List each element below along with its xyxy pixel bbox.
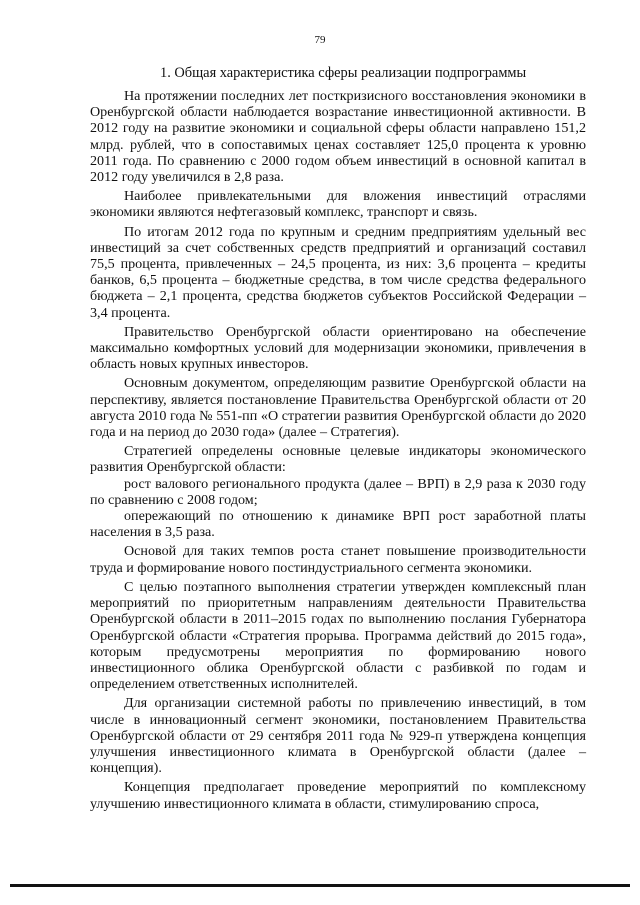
page-number: 79 — [314, 34, 326, 46]
paragraph-investment-concept: Для организации системной работы по привлечению инвестиций, в том числе в инновационный сегмент экономики, постановлением Правительства Оренбургской области от 29 сентября 2011 года № 929-п утверждена концепция улучшения инвестиционного климата в Оренбургской области (далее – концепция). — [90, 695, 586, 777]
paragraph-productivity: Основой для таких темпов роста станет повышение производительности труда и формирование нового постиндустриального сегмента экономики. — [90, 543, 586, 576]
paragraph-investment-activity: На протяжении последних лет посткризисного восстановления экономики в Оренбургской области наблюдается возрастание инвестиционной активности. В 2012 году на развитие экономики и социальной сферы области направлено 151,2 млрд. рублей, что в сопоставимых ценах составляет 125,0 процента к уровню 2011 года. По сравнению с 2000 годом объем инвестиций в основной капитал в 2012 году увеличился в 2,8 раза. — [90, 88, 586, 186]
paragraph-grp-growth: рост валового регионального продукта (далее – ВРП) в 2,9 раза к 2030 году по сравнению с 2008 годом; — [90, 475, 586, 508]
paragraph-strategy-document: Основным документом, определяющим развитие Оренбургской области на перспективу, является постановление Правительства Оренбургской области от 20 августа 2010 года № 551-пп «О стратегии развития Оренбургской области до 2020 года и на период до 2030 года» (далее – Стратегия). — [90, 375, 586, 441]
paragraph-target-indicators: Стратегией определены основные целевые индикаторы экономического развития Оренбургской области: — [90, 443, 586, 476]
paragraph-investment-structure: По итогам 2012 года по крупным и средним предприятиям удельный вес инвестиций за счет собственных средств предприятий и организаций составил 75,5 процента, привлеченных – 24,5 процента, из них: 3,6 процента – кредиты банков, 6,5 процента – бюджетные средства, в том числе средства федерального бюджета – 2,1 процента, средства бюджетов субъектов Российской Федерации – 3,4 процента. — [90, 223, 586, 321]
paragraph-government-orientation: Правительство Оренбургской области ориентировано на обеспечение максимально комфортных условий для модернизации экономики, привлечения в область новых крупных инвесторов. — [90, 323, 586, 373]
body-text — [90, 88, 586, 815]
section-heading: 1. Общая характеристика сферы реализации подпрограммы — [160, 65, 527, 81]
paragraph-concept-measures: Концепция предполагает проведение мероприятий по комплексному улучшению инвестиционного климата в области, стимулированию спроса, — [90, 779, 586, 812]
paragraph-attractive-sectors: Наиболее привлекательными для вложения инвестиций отраслями экономики являются нефтегазовый комплекс, транспорт и связь. — [90, 188, 586, 221]
paragraph-action-plan: С целью поэтапного выполнения стратегии утвержден комплексный план мероприятий по приоритетным направлениям деятельности Правительства Оренбургской области в 2011–2015 годах по выполнению послания Губернатора Оренбургской области «Стратегия прорыва. Программа действий до 2015 года», которым предусмотрены мероприятия по формированию нового инвестиционного облика Оренбургской области с разбивкой по годам и определением ответственных исполнителей. — [90, 578, 586, 693]
footer-rule — [10, 884, 630, 887]
paragraph-wage-growth: опережающий по отношению к динамике ВРП рост заработной платы населения в 3,5 раза. — [90, 508, 586, 541]
